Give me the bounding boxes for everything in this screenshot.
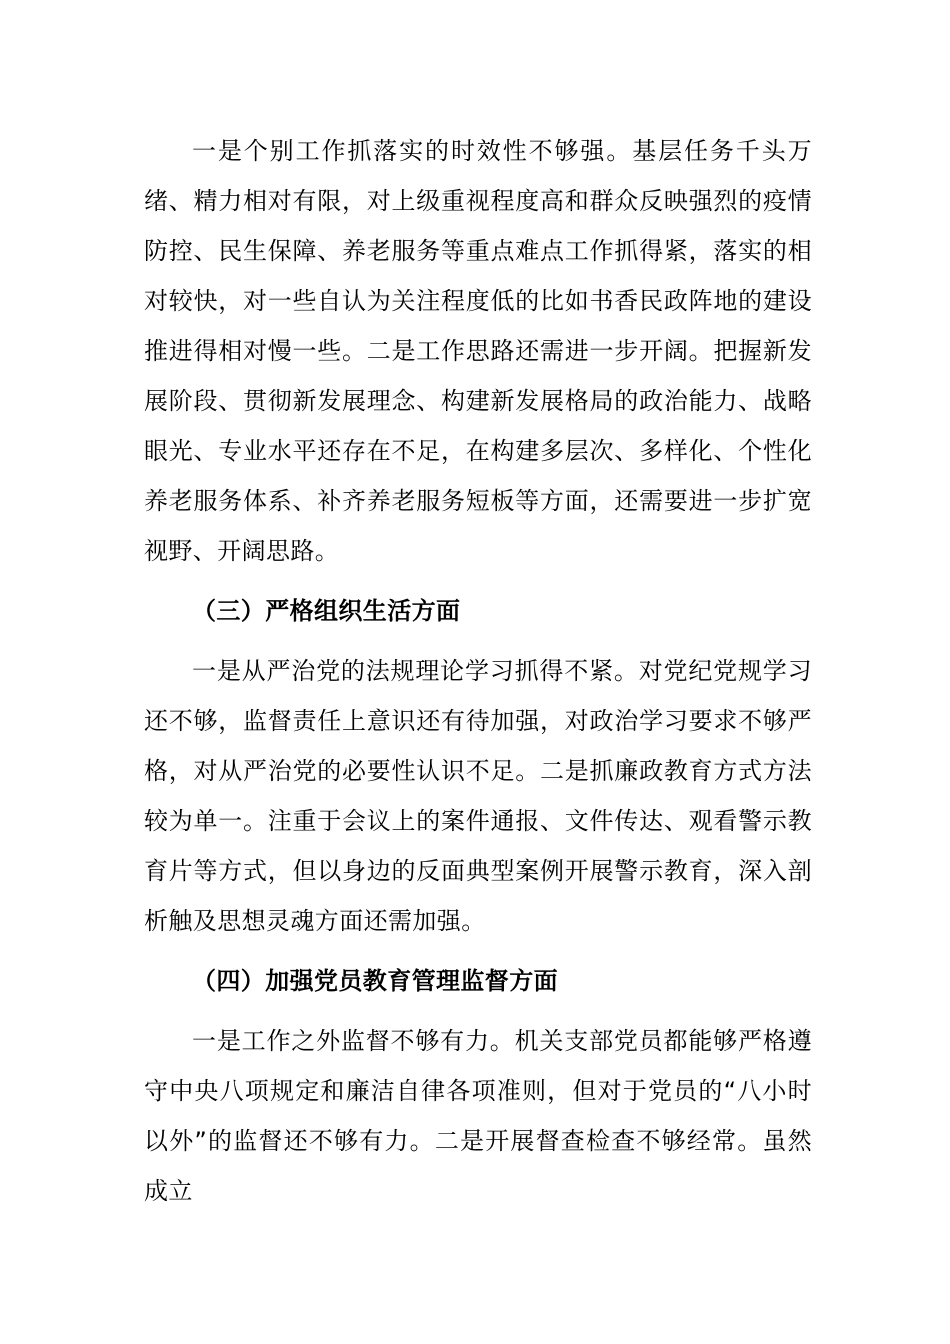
paragraph-work-implementation: 一是个别工作抓落实的时效性不够强。基层任务千头万绪、精力相对有限，对上级重视程度高和群众反映强烈的疫情防控、民生保障、养老服务等重点难点工作抓得紧，落实的相对较快，对一些自认为关注程度低的比如书香民政阵地的建设推进得相对慢一些。二是工作思路还需进一步开阔。把握新发展阶段、贯彻新发展理念、构建新发展格局的政治能力、战略眼光、专业水平还存在不足，在构建多层次、多样化、个性化养老服务体系、补齐养老服务短板等方面，还需要进一步扩宽视野、开阔思路。	[144, 137, 812, 565]
section-heading-member-supervision: （四）加强党员教育管理监督方面	[192, 967, 558, 995]
paragraph-supervision: 一是工作之外监督不够有力。机关支部党员都能够严格遵守中央八项规定和廉洁自律各项准则，但对于党员的“八小时以外”的监督还不够有力。二是开展督查检查不够经常。虽然成立	[144, 1027, 812, 1205]
document-body	[144, 126, 812, 1216]
paragraph-party-discipline: 一是从严治党的法规理论学习抓得不紧。对党纪党规学习还不够，监督责任上意识还有待加强，对政治学习要求不够严格，对从严治党的必要性认识不足。二是抓廉政教育方式方法较为单一。注重于会议上的案件通报、文件传达、观看警示教育片等方式，但以身边的反面典型案例开展警示教育，深入剖析触及思想灵魂方面还需加强。	[144, 657, 812, 935]
section-heading-organizational-life: （三）严格组织生活方面	[192, 597, 461, 625]
